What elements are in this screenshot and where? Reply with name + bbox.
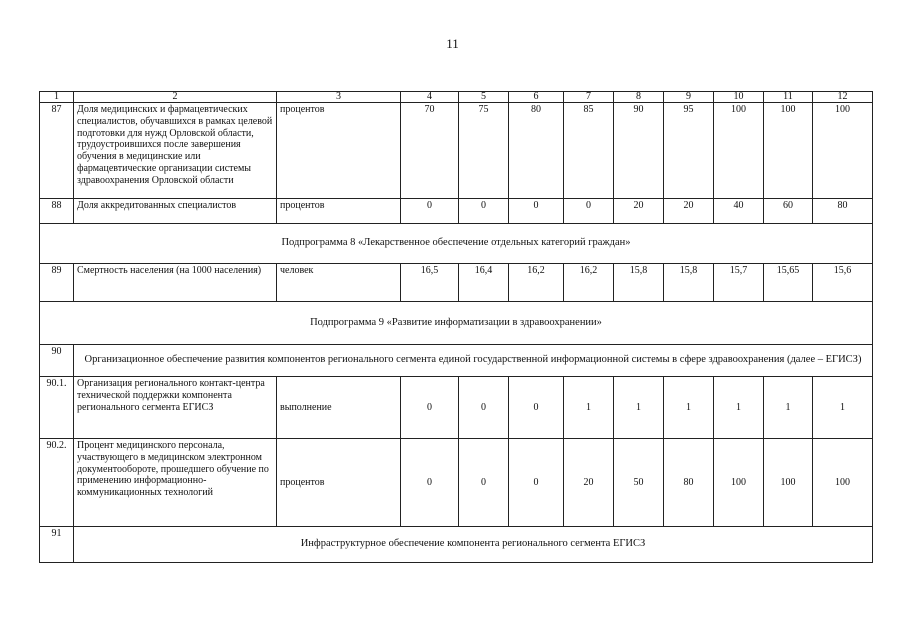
unit-cell: процентов xyxy=(277,103,401,199)
header-cell: 6 xyxy=(509,92,564,103)
table-row xyxy=(40,199,873,224)
value-cell: 15,8 xyxy=(614,264,664,302)
value-cell: 80 xyxy=(509,103,564,199)
value-cell: 80 xyxy=(664,439,714,527)
table-row xyxy=(40,377,873,439)
subprogram-row xyxy=(40,302,873,345)
value-cell: 0 xyxy=(459,439,509,527)
value-cell: 95 xyxy=(664,103,714,199)
value-cell: 40 xyxy=(714,199,764,224)
value-cell: 85 xyxy=(564,103,614,199)
header-cell: 8 xyxy=(614,92,664,103)
subprogram-row xyxy=(40,224,873,264)
page-number: 11 xyxy=(446,36,459,51)
value-cell: 0 xyxy=(459,377,509,439)
value-cell: 15,6 xyxy=(813,264,873,302)
value-cell: 20 xyxy=(664,199,714,224)
value-cell: 1 xyxy=(614,377,664,439)
row-number: 90 xyxy=(40,345,74,377)
row-number: 87 xyxy=(40,103,74,199)
value-cell: 70 xyxy=(401,103,459,199)
header-cell: 9 xyxy=(664,92,714,103)
value-cell: 15,7 xyxy=(714,264,764,302)
subprogram-title: Подпрограмма 9 «Развитие информатизации в здравоохранении» xyxy=(40,302,873,345)
value-cell: 0 xyxy=(509,199,564,224)
value-cell: 1 xyxy=(564,377,614,439)
value-cell: 15,65 xyxy=(764,264,813,302)
header-cell: 2 xyxy=(74,92,277,103)
value-cell: 0 xyxy=(401,199,459,224)
value-cell: 50 xyxy=(614,439,664,527)
value-cell: 0 xyxy=(401,439,459,527)
value-cell: 100 xyxy=(813,103,873,199)
value-cell: 0 xyxy=(564,199,614,224)
value-cell: 100 xyxy=(813,439,873,527)
value-cell: 1 xyxy=(664,377,714,439)
value-cell: 100 xyxy=(764,103,813,199)
subprogram-title: Подпрограмма 8 «Лекарственное обеспечение отдельных категорий граждан» xyxy=(40,224,873,264)
row-number: 91 xyxy=(40,527,74,563)
unit-cell: человек xyxy=(277,264,401,302)
value-cell: 75 xyxy=(459,103,509,199)
unit-cell: выполнение xyxy=(277,377,401,439)
value-cell: 16,2 xyxy=(564,264,614,302)
header-cell: 12 xyxy=(813,92,873,103)
row-number: 89 xyxy=(40,264,74,302)
row-number: 88 xyxy=(40,199,74,224)
table-row xyxy=(40,439,873,527)
indicator-name: Процент медицинского персонала, участвующего в медицинском электронном документообороте, прошедшего обучение по применению информационно-коммуникационных технологий xyxy=(74,439,277,527)
indicator-name: Доля медицинских и фармацевтических специалистов, обучавшихся в рамках целевой подготовки для нужд Орловской области, трудоустроившихся после завершения обучения в медицинские или фармацевтические организации системы здравоохранения Орловской области xyxy=(74,103,277,199)
header-cell: 7 xyxy=(564,92,614,103)
value-cell: 0 xyxy=(509,439,564,527)
table-row xyxy=(40,527,873,563)
indicator-name: Организация регионального контакт-центра технической поддержки компонента регионального сегмента ЕГИСЗ xyxy=(74,377,277,439)
value-cell: 100 xyxy=(714,439,764,527)
header-row xyxy=(40,92,873,103)
value-cell: 90 xyxy=(614,103,664,199)
row-number: 90.1. xyxy=(40,377,74,439)
indicator-name: Смертность населения (на 1000 населения) xyxy=(74,264,277,302)
value-cell: 100 xyxy=(764,439,813,527)
table-row xyxy=(40,264,873,302)
row-number: 90.2. xyxy=(40,439,74,527)
value-cell: 1 xyxy=(714,377,764,439)
value-cell: 16,2 xyxy=(509,264,564,302)
value-cell: 20 xyxy=(614,199,664,224)
value-cell: 100 xyxy=(714,103,764,199)
value-cell: 0 xyxy=(459,199,509,224)
value-cell: 80 xyxy=(813,199,873,224)
value-cell: 15,8 xyxy=(664,264,714,302)
value-cell: 1 xyxy=(813,377,873,439)
indicator-name: Доля аккредитованных специалистов xyxy=(74,199,277,224)
table-row xyxy=(40,103,873,199)
header-cell: 1 xyxy=(40,92,74,103)
table-row xyxy=(40,345,873,377)
value-cell: 1 xyxy=(764,377,813,439)
value-cell: 16,5 xyxy=(401,264,459,302)
header-cell: 11 xyxy=(764,92,813,103)
value-cell: 60 xyxy=(764,199,813,224)
value-cell: 20 xyxy=(564,439,614,527)
section-title: Организационное обеспечение развития компонентов регионального сегмента единой государственной информационной системы в сфере здравоохранения (далее – ЕГИСЗ) xyxy=(74,345,873,377)
indicators-table xyxy=(39,91,873,563)
value-cell: 16,4 xyxy=(459,264,509,302)
header-cell: 3 xyxy=(277,92,401,103)
value-cell: 0 xyxy=(401,377,459,439)
value-cell: 0 xyxy=(509,377,564,439)
unit-cell: процентов xyxy=(277,439,401,527)
header-cell: 5 xyxy=(459,92,509,103)
unit-cell: процентов xyxy=(277,199,401,224)
header-cell: 4 xyxy=(401,92,459,103)
header-cell: 10 xyxy=(714,92,764,103)
section-title: Инфраструктурное обеспечение компонента регионального сегмента ЕГИСЗ xyxy=(74,527,873,563)
